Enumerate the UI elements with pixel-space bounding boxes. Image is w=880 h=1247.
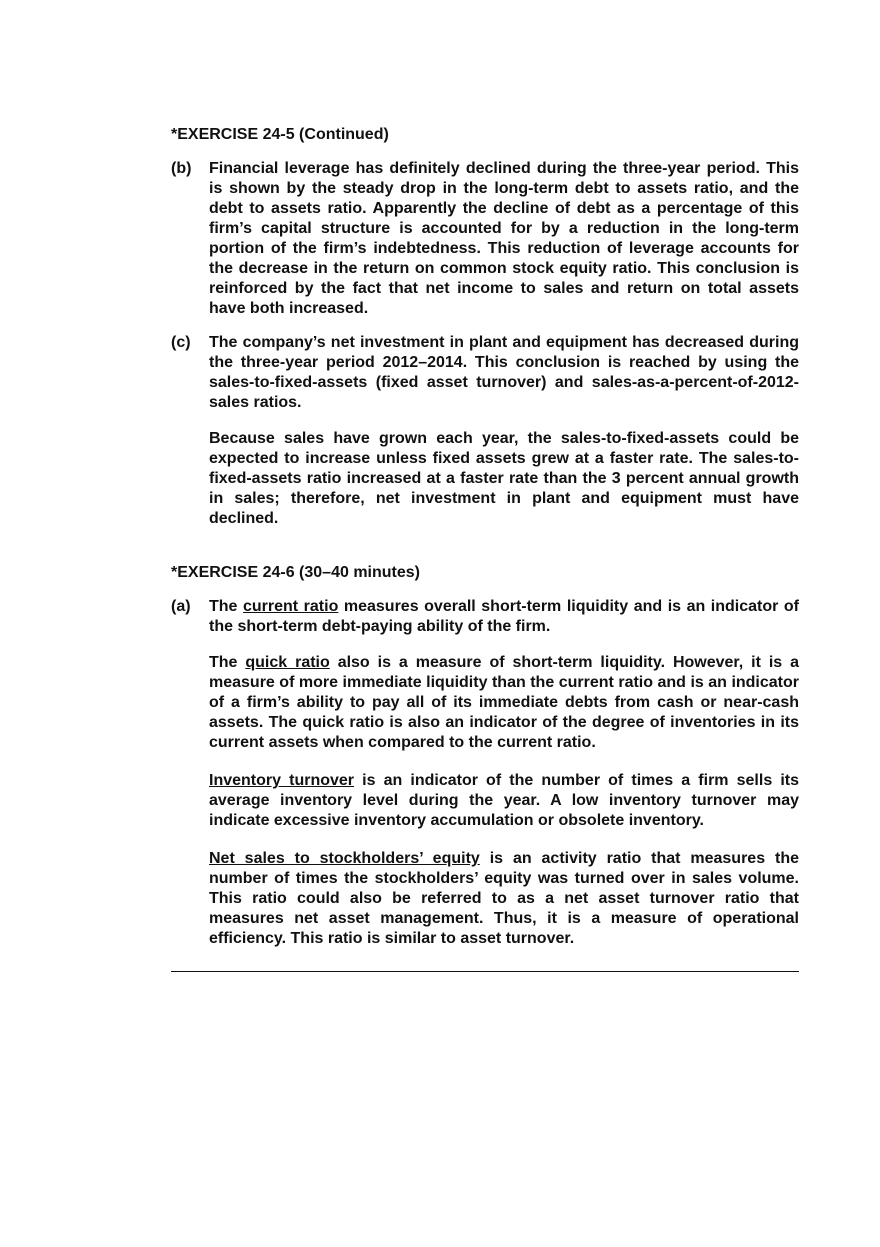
- net-sales-to-equity-text: is an activity ratio that measures the number of times the stockholders’ equity was turned over in sales volume. This ratio could also be referred to as a net asset turnover ratio that measures net asset management. Thus, it is a measure of operational efficiency. This ratio is similar to asset turnover.: [209, 850, 800, 947]
- answer-a-label: (a): [171, 598, 191, 615]
- current-ratio-term: current ratio: [243, 598, 339, 615]
- section-divider-rule: [171, 971, 799, 972]
- inventory-turnover-paragraph: [209, 771, 799, 831]
- answer-c-paragraph-1: The company’s net investment in plant and equipment has decreased during the three-year period 2012–2014. This conclusion is reached by using the sales-to-fixed-assets (fixed asset turnover) and sales-as-a-percent-of-2012-sales ratios.: [209, 334, 799, 411]
- current-ratio-prefix: The: [209, 598, 243, 615]
- answer-c-label: (c): [171, 334, 191, 351]
- answer-c: [171, 333, 799, 529]
- answer-b-text: Financial leverage has definitely declined during the three-year period. This is shown by the steady drop in the long-term debt to assets ratio, and the debt to assets ratio. Apparently the decline of debt as a percentage of this firm’s capital structure is accounted for by a reduction in the long-term portion of the firm’s indebtedness. This reduction of leverage accounts for the decrease in the return on common stock equity ratio. This conclusion is reinforced by the fact that net income to sales and return on total assets have both increased.: [209, 160, 799, 317]
- exercise-24-5-heading: *EXERCISE 24-5 (Continued): [171, 126, 389, 143]
- answer-c-paragraph-2: Because sales have grown each year, the sales-to-fixed-assets could be expected to increase unless fixed assets grew at a faster rate. The sales-to-fixed-assets ratio increased at a faster rate than the 3 percent annual growth in sales; therefore, net investment in plant and equipment must have declined.: [209, 430, 799, 527]
- net-sales-to-equity-term: Net sales to stockholders’ equity: [209, 850, 480, 867]
- quick-ratio-paragraph: [209, 653, 799, 753]
- current-ratio-paragraph: [209, 597, 799, 637]
- quick-ratio-prefix: The: [209, 654, 246, 671]
- answer-b: [171, 159, 799, 319]
- answer-b-label: (b): [171, 160, 192, 177]
- net-sales-to-equity-paragraph: [209, 849, 799, 949]
- quick-ratio-text: also is a measure of short-term liquidity. However, it is a measure of more immediate liquidity than the current ratio and is an indicator of a firm’s ability to pay all of its immediate debts from cash or near-cash assets. The quick ratio is also an indicator of the degree of inventories in its current assets when compared to the current ratio.: [209, 654, 799, 751]
- inventory-turnover-term: Inventory turnover: [209, 772, 355, 789]
- current-ratio-text: measures overall short-term liquidity and is an indicator of the short-term debt-paying ability of the firm.: [209, 598, 799, 635]
- quick-ratio-term: quick ratio: [245, 654, 330, 671]
- answer-a: [171, 597, 799, 949]
- inventory-turnover-text: is an indicator of the number of times a firm sells its average inventory level during the year. A low inventory turnover may indicate excessive inventory accumulation or obsolete inventory.: [209, 772, 799, 829]
- exercise-24-6-heading: *EXERCISE 24-6 (30–40 minutes): [171, 564, 420, 581]
- document-page: [171, 125, 799, 949]
